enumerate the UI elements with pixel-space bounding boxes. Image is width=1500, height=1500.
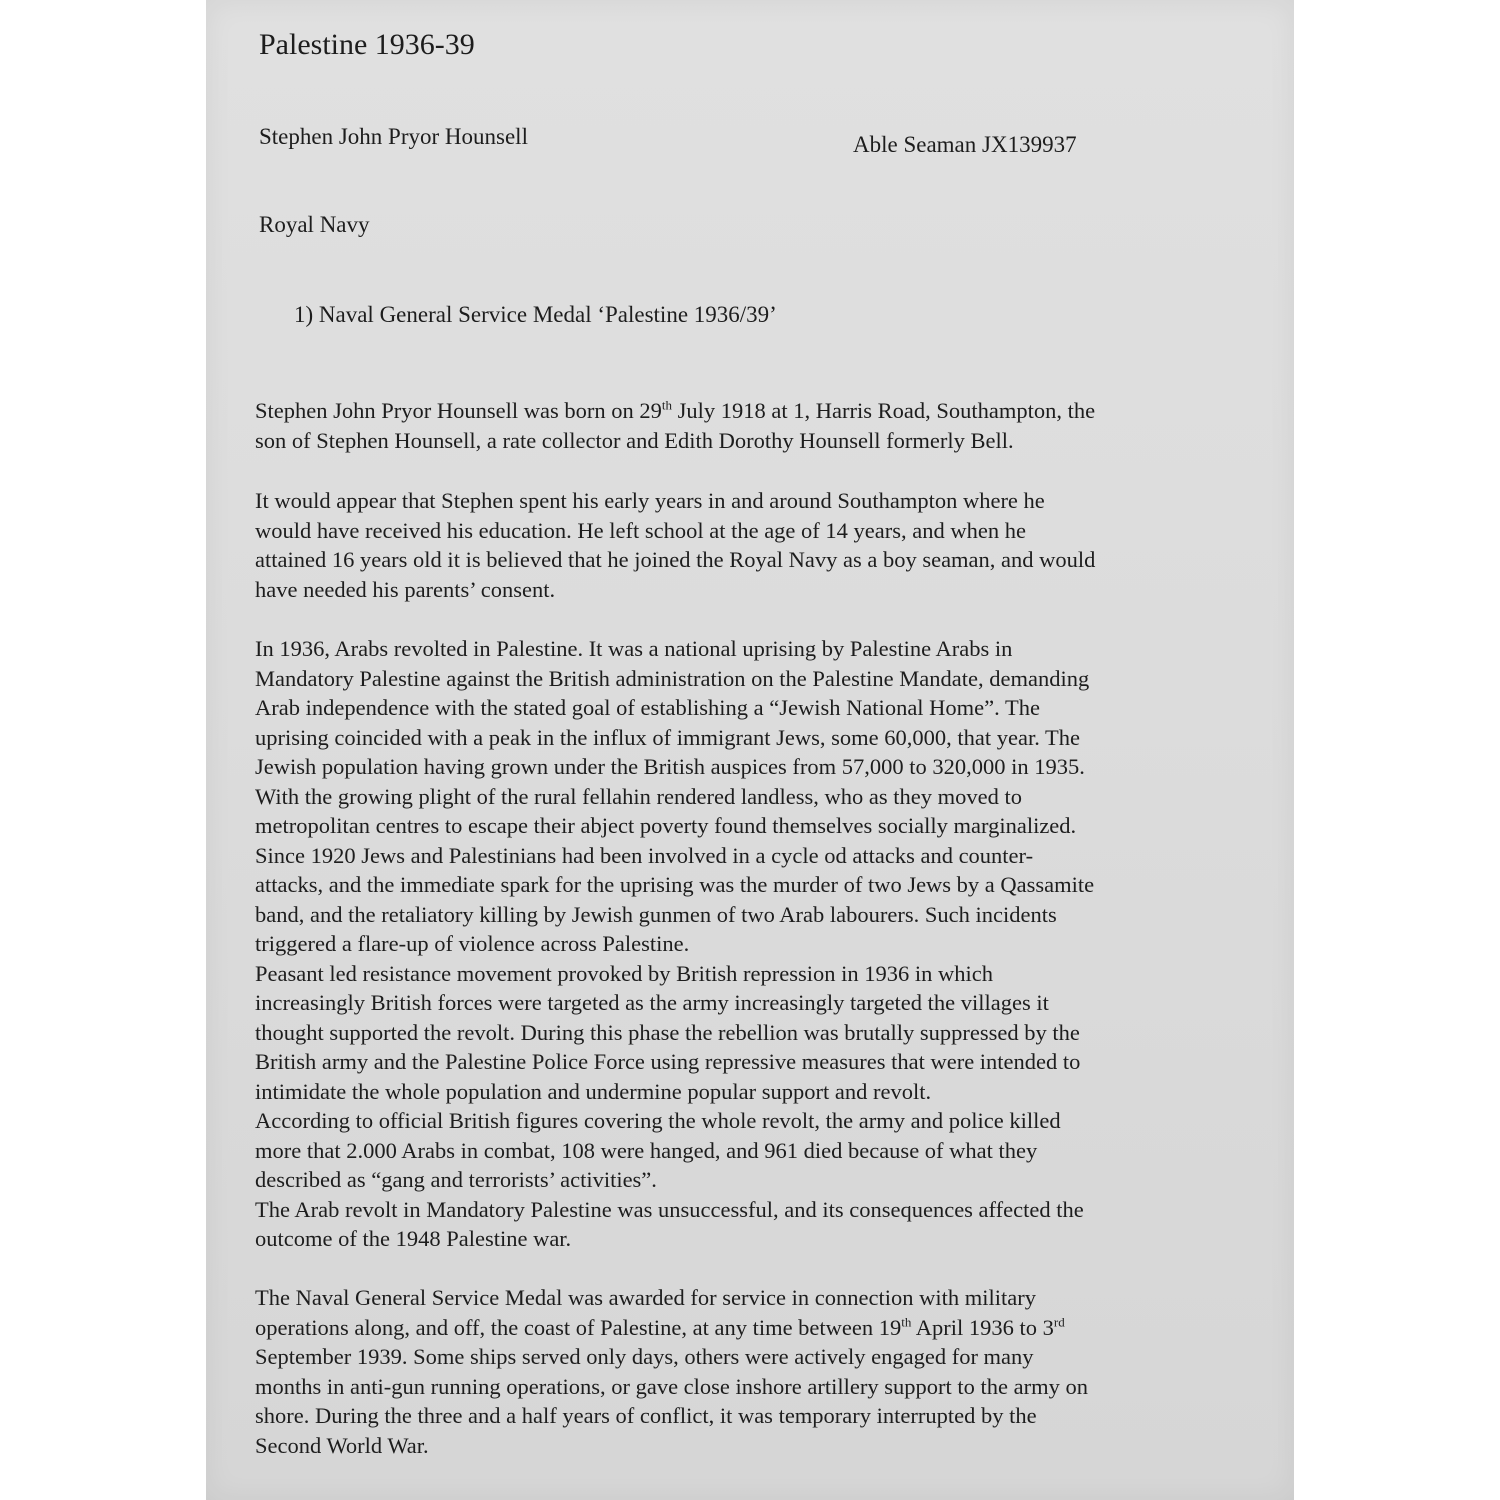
- text-line: intimidate the whole population and undermine popular support and revolt.: [255, 1078, 932, 1104]
- text-line: attained 16 years old it is believed that he joined the Royal Navy as a boy seaman, and would: [255, 547, 1096, 572]
- text-line: band, and the retaliatory killing by Jewish gunmen of two Arab labourers. Such incidents: [255, 901, 1057, 927]
- text-line: British army and the Palestine Police Force using repressive measures that were intended to: [255, 1049, 1081, 1074]
- text-line: It would appear that Stephen spent his early years in and around Southampton where he: [255, 488, 1045, 513]
- text-line: [255, 1313, 1255, 1343]
- text-line: have needed his parents’ consent.: [255, 576, 556, 602]
- text-line: September 1939. Some ships served only days, others were actively engaged for many: [255, 1344, 1034, 1369]
- text-run: July 1918 at 1, Harris Road, Southampton, the: [671, 398, 1096, 423]
- text-line: thought supported the revolt. During this phase the rebellion was brutally suppressed by the: [255, 1019, 1080, 1045]
- text-line: son of Stephen Hounsell, a rate collector and Edith Dorothy Hounsell formerly Bell.: [255, 427, 1014, 453]
- medal-list-item: 1) Naval General Service Medal ‘Palestine 1936/39’: [294, 302, 777, 327]
- text-line: In 1936, Arabs revolted in Palestine. It was a national uprising by Palestine Arabs in: [255, 636, 1013, 661]
- text-line: metropolitan centres to escape their abject poverty found themselves socially marginalized.: [255, 813, 1077, 838]
- text-line: uprising coincided with a peak in the influx of immigrant Jews, some 60,000, that year. The: [255, 724, 1081, 750]
- superscript: th: [901, 1314, 912, 1329]
- paragraph-medal: [255, 1283, 1255, 1460]
- text-line: months in anti-gun running operations, or gave close inshore artillery support to the army on: [255, 1373, 1088, 1399]
- text-line: The Naval General Service Medal was awarded for service in connection with military: [255, 1285, 1036, 1310]
- document-title: Palestine 1936-39: [259, 28, 475, 61]
- text-line: triggered a flare-up of violence across Palestine.: [255, 931, 690, 956]
- paragraph-early-years: [255, 486, 1255, 604]
- superscript: rd: [1053, 1314, 1065, 1329]
- text-line: Jewish population having grown under the British auspices from 57,000 to 320,000 in 1935.: [255, 754, 1085, 779]
- text-line: The Arab revolt in Mandatory Palestine was unsuccessful, and its consequences affected the: [255, 1196, 1084, 1222]
- text-line: described as “gang and terrorists’ activities”.: [255, 1167, 657, 1192]
- text-line: more that 2.000 Arabs in combat, 108 were hanged, and 961 died because of what they: [255, 1137, 1038, 1163]
- text-run: Stephen John Pryor Hounsell was born on 29: [255, 398, 662, 423]
- text-line: outcome of the 1948 Palestine war.: [255, 1226, 572, 1251]
- text-line: would have received his education. He left school at the age of 14 years, and when he: [255, 517, 1026, 543]
- text-line: shore. During the three and a half years of conflict, it was temporary interrupted by the: [255, 1403, 1037, 1428]
- text-line: Mandatory Palestine against the British administration on the Palestine Mandate, demanding: [255, 665, 1090, 691]
- paragraph-birth: [255, 396, 1255, 455]
- text-line: According to official British figures covering the whole revolt, the army and police killed: [255, 1108, 1061, 1133]
- recipient-name: Stephen John Pryor Hounsell: [259, 124, 528, 149]
- document-page: [206, 0, 1294, 1500]
- text-line: Since 1920 Jews and Palestinians had been involved in a cycle od attacks and counter-: [255, 842, 1034, 868]
- superscript: th: [661, 397, 672, 413]
- recipient-rank: Able Seaman JX139937: [853, 132, 1077, 157]
- text-run: April 1936 to 3: [911, 1314, 1054, 1340]
- text-run: operations along, and off, the coast of Palestine, at any time between 19: [255, 1314, 902, 1340]
- text-line: Second World War.: [255, 1432, 429, 1458]
- paragraph-revolt: [255, 634, 1255, 1254]
- text-line: [255, 396, 1255, 426]
- text-line: Peasant led resistance movement provoked by British repression in 1936 in which: [255, 960, 993, 986]
- text-line: With the growing plight of the rural fellahin rendered landless, who as they moved to: [255, 783, 1023, 809]
- text-line: Arab independence with the stated goal of establishing a “Jewish National Home”. The: [255, 695, 1040, 720]
- text-line: attacks, and the immediate spark for the uprising was the murder of two Jews by a Qassamite: [255, 872, 1095, 897]
- text-line: increasingly British forces were targeted as the army increasingly targeted the villages it: [255, 990, 1049, 1015]
- service-branch: Royal Navy: [259, 212, 370, 237]
